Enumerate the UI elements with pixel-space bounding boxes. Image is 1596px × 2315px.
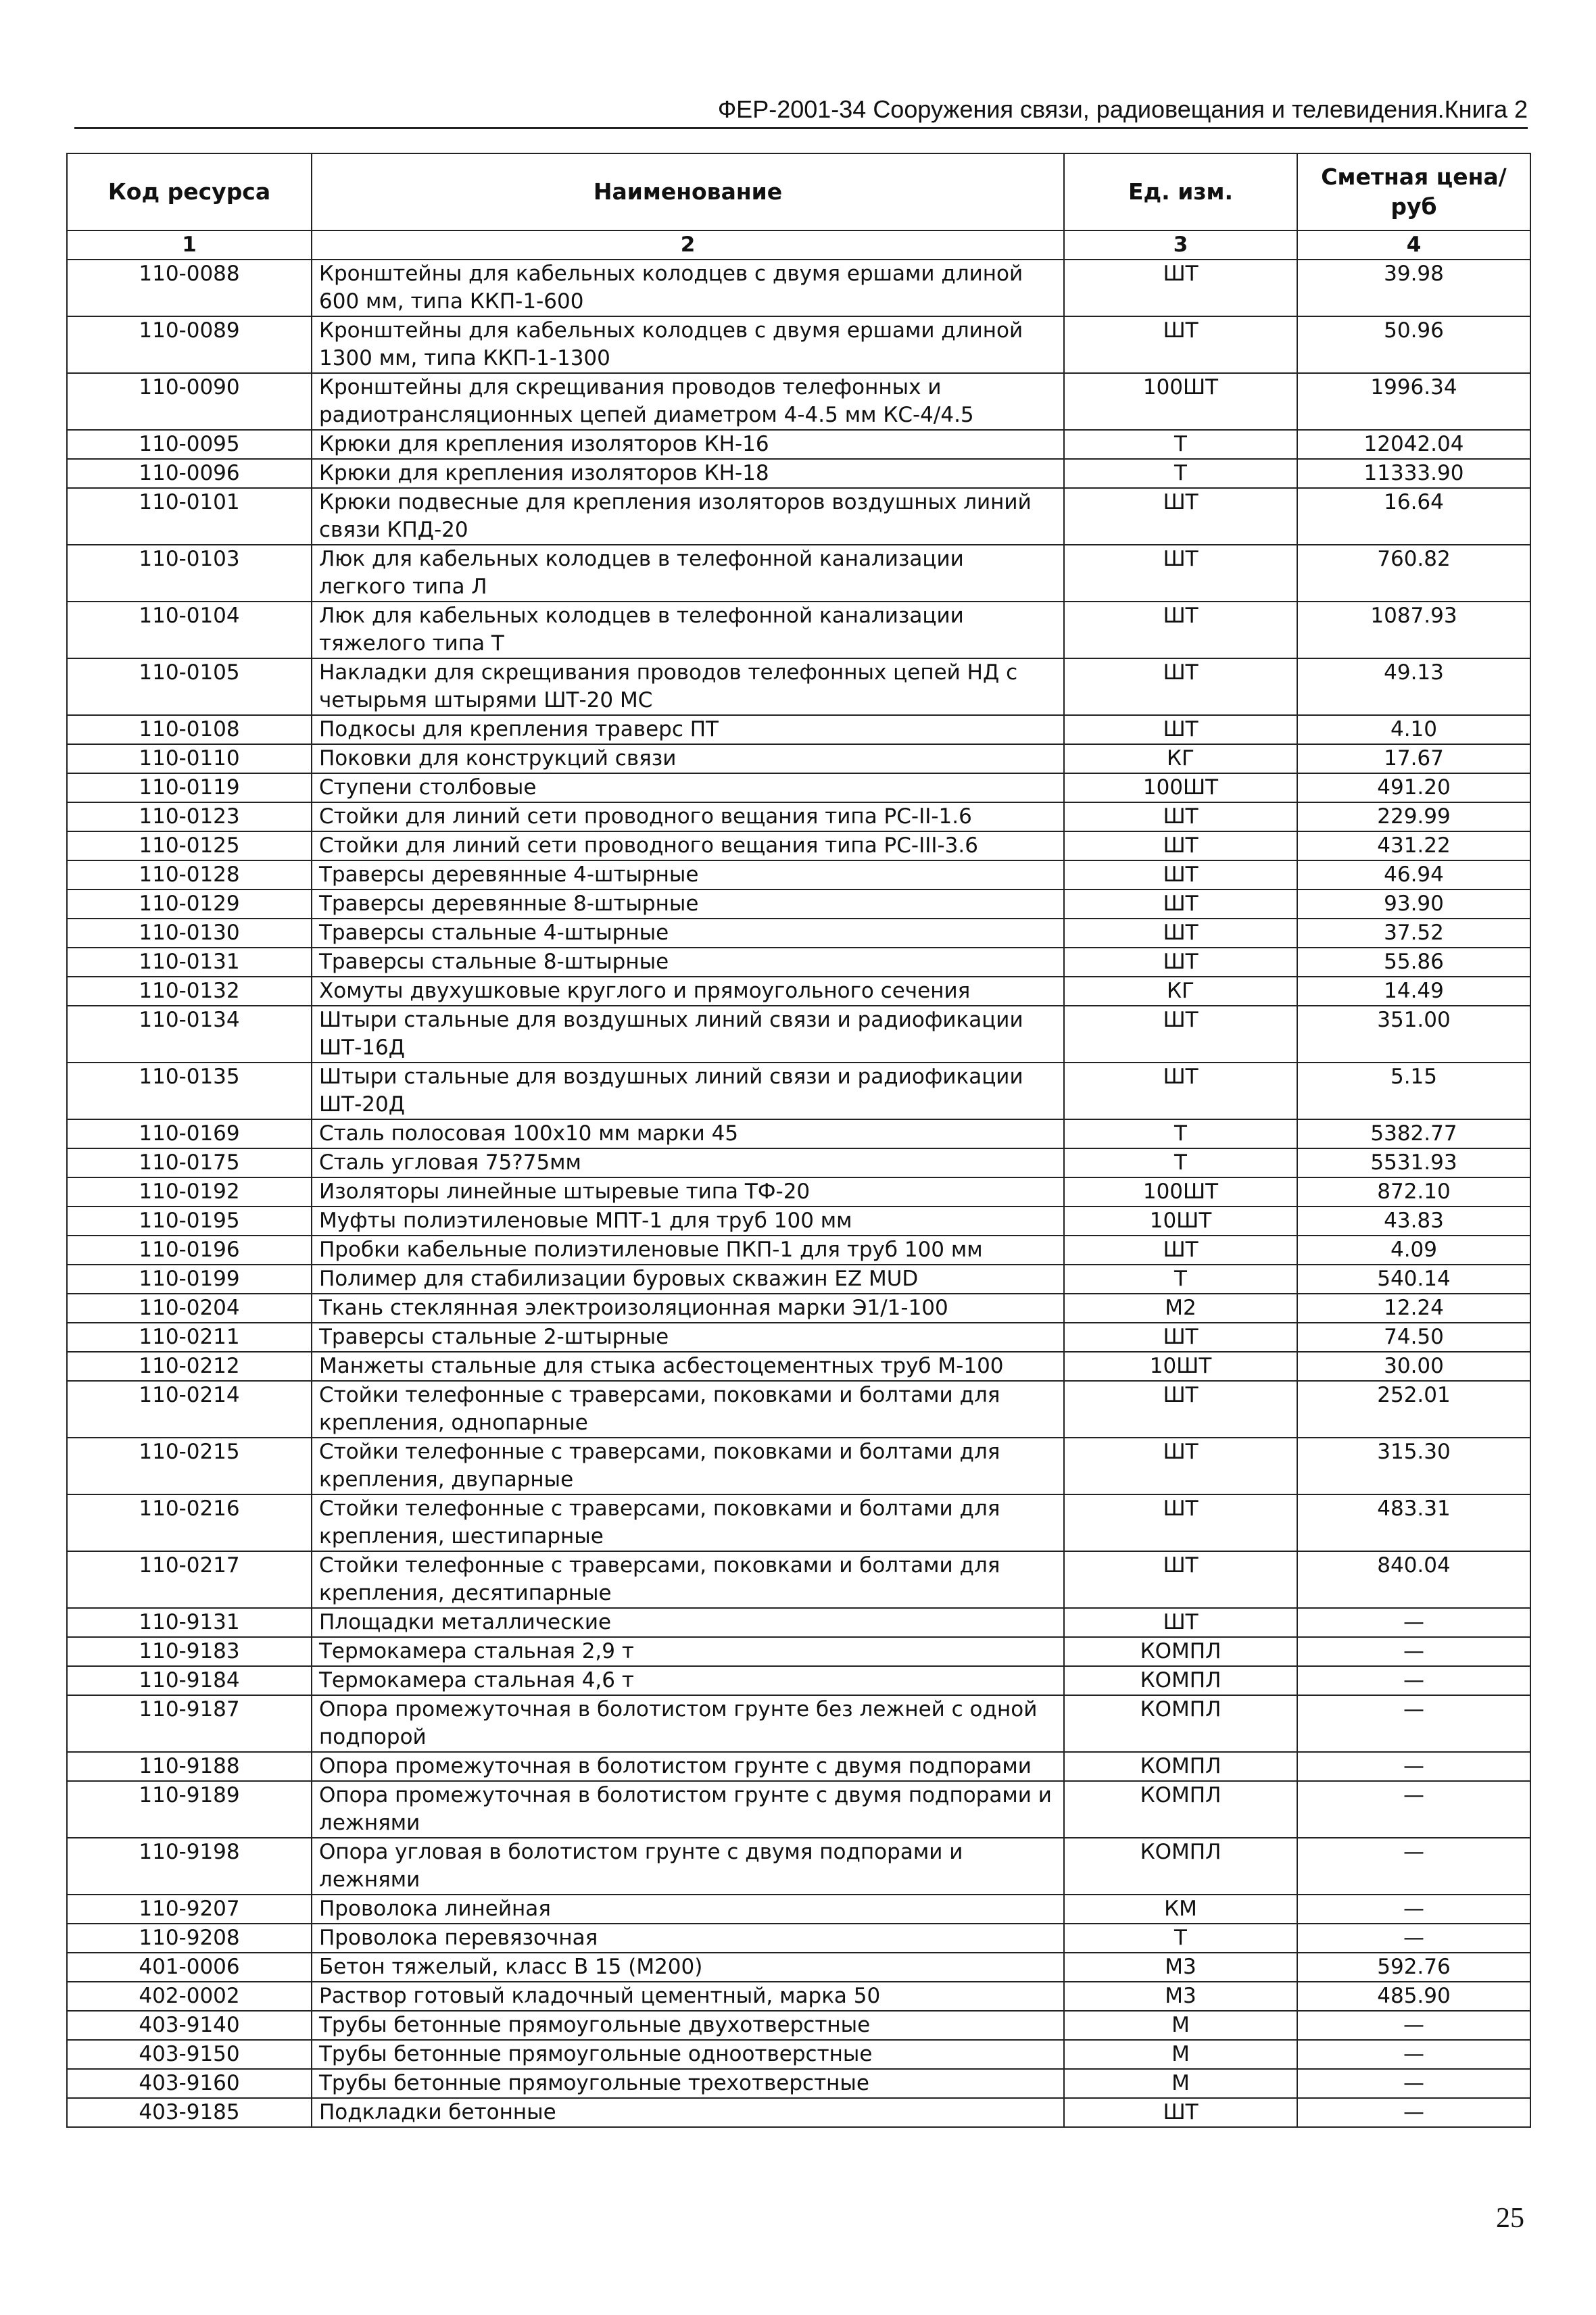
cell-unit: КОМПЛ <box>1064 1838 1297 1895</box>
cell-code: 110-0119 <box>67 773 312 802</box>
cell-name: Опора промежуточная в болотистом грунте с двумя подпорами <box>312 1752 1064 1781</box>
cell-price: 74.50 <box>1297 1323 1530 1352</box>
cell-unit: М3 <box>1064 1953 1297 1982</box>
cell-price: 39.98 <box>1297 260 1530 316</box>
cell-price: 17.67 <box>1297 744 1530 773</box>
cell-code: 110-0134 <box>67 1006 312 1063</box>
table-header-row <box>67 153 1530 230</box>
cell-code: 110-0199 <box>67 1265 312 1294</box>
column-number: 3 <box>1064 230 1297 260</box>
cell-unit: ШТ <box>1064 658 1297 715</box>
cell-price: — <box>1297 1752 1530 1781</box>
table-row <box>67 1637 1530 1666</box>
resource-price-table <box>66 153 1531 2128</box>
column-number-row <box>67 230 1530 260</box>
column-header-price: Сметная цена/руб <box>1297 153 1530 230</box>
cell-code: 110-9198 <box>67 1838 312 1895</box>
cell-code: 110-0125 <box>67 831 312 860</box>
cell-name: Крюки для крепления изоляторов КН-16 <box>312 430 1064 459</box>
cell-price: — <box>1297 1895 1530 1924</box>
cell-price: 12.24 <box>1297 1294 1530 1323</box>
cell-unit: ШТ <box>1064 802 1297 831</box>
cell-name: Кронштейны для скрещивания проводов телефонных и радиотрансляционных цепей диаметром 4-4.5 мм КС-4/4.5 <box>312 373 1064 430</box>
cell-unit: КГ <box>1064 744 1297 773</box>
table-row <box>67 1895 1530 1924</box>
cell-code: 401-0006 <box>67 1953 312 1982</box>
cell-code: 110-0195 <box>67 1207 312 1236</box>
cell-unit: ШТ <box>1064 831 1297 860</box>
document-title: ФЕР-2001-34 Сооружения связи, радиовещания и телевидения.Книга 2 <box>717 95 1528 123</box>
cell-name: Стойки для линий сети проводного вещания типа РС-II-1.6 <box>312 802 1064 831</box>
table-row <box>67 1119 1530 1148</box>
cell-unit: КОМПЛ <box>1064 1637 1297 1666</box>
table-row <box>67 430 1530 459</box>
cell-name: Кронштейны для кабельных колодцев с двумя ершами длиной 1300 мм, типа ККП-1-1300 <box>312 316 1064 373</box>
cell-unit: 100ШТ <box>1064 773 1297 802</box>
cell-name: Ступени столбовые <box>312 773 1064 802</box>
table-row <box>67 802 1530 831</box>
cell-unit: М <box>1064 2069 1297 2098</box>
cell-name: Трубы бетонные прямоугольные одноотверстные <box>312 2040 1064 2069</box>
cell-code: 110-9184 <box>67 1666 312 1695</box>
cell-name: Люк для кабельных колодцев в телефонной канализации легкого типа Л <box>312 545 1064 602</box>
cell-price: — <box>1297 2069 1530 2098</box>
cell-price: 49.13 <box>1297 658 1530 715</box>
table-body <box>67 260 1530 2127</box>
cell-name: Стойки телефонные с траверсами, поковками и болтами для крепления, шестипарные <box>312 1494 1064 1551</box>
cell-name: Подкосы для крепления траверс ПТ <box>312 715 1064 744</box>
cell-name: Штыри стальные для воздушных линий связи и радиофикации ШТ-20Д <box>312 1063 1064 1119</box>
cell-price: 315.30 <box>1297 1438 1530 1494</box>
cell-unit: М <box>1064 2040 1297 2069</box>
cell-name: Опора промежуточная в болотистом грунте с двумя подпорами и лежнями <box>312 1781 1064 1838</box>
cell-price: — <box>1297 2098 1530 2127</box>
cell-code: 110-9188 <box>67 1752 312 1781</box>
cell-code: 110-0217 <box>67 1551 312 1608</box>
cell-name: Пробки кабельные полиэтиленовые ПКП-1 для труб 100 мм <box>312 1236 1064 1265</box>
cell-code: 110-9208 <box>67 1924 312 1953</box>
table-row <box>67 1207 1530 1236</box>
column-header-name: Наименование <box>312 153 1064 230</box>
cell-code: 110-0211 <box>67 1323 312 1352</box>
table-row <box>67 1982 1530 2011</box>
table-row <box>67 1236 1530 1265</box>
cell-name: Площадки металлические <box>312 1608 1064 1637</box>
cell-code: 110-9207 <box>67 1895 312 1924</box>
cell-code: 110-0088 <box>67 260 312 316</box>
column-number: 2 <box>312 230 1064 260</box>
cell-unit: ШТ <box>1064 948 1297 977</box>
cell-price: — <box>1297 1637 1530 1666</box>
cell-code: 110-0132 <box>67 977 312 1006</box>
table-row <box>67 545 1530 602</box>
cell-price: — <box>1297 1608 1530 1637</box>
cell-name: Траверсы деревянные 8-штырные <box>312 890 1064 919</box>
cell-name: Крюки подвесные для крепления изоляторов воздушных линий связи КПД-20 <box>312 488 1064 545</box>
cell-code: 110-0095 <box>67 430 312 459</box>
cell-unit: КМ <box>1064 1895 1297 1924</box>
table-row <box>67 1265 1530 1294</box>
cell-name: Проволока перевязочная <box>312 1924 1064 1953</box>
page-header <box>74 95 1528 129</box>
table-row <box>67 2040 1530 2069</box>
cell-unit: Т <box>1064 459 1297 488</box>
cell-code: 110-0212 <box>67 1352 312 1381</box>
cell-unit: 10ШТ <box>1064 1207 1297 1236</box>
cell-code: 110-0103 <box>67 545 312 602</box>
cell-name: Термокамера стальная 4,6 т <box>312 1666 1064 1695</box>
cell-code: 110-0090 <box>67 373 312 430</box>
cell-price: 93.90 <box>1297 890 1530 919</box>
cell-unit: М3 <box>1064 1982 1297 2011</box>
cell-unit: ШТ <box>1064 602 1297 658</box>
cell-price: 43.83 <box>1297 1207 1530 1236</box>
cell-name: Стойки телефонные с траверсами, поковками и болтами для крепления, однопарные <box>312 1381 1064 1438</box>
cell-code: 402-0002 <box>67 1982 312 2011</box>
cell-unit: ШТ <box>1064 316 1297 373</box>
cell-unit: ШТ <box>1064 1381 1297 1438</box>
cell-name: Стойки для линий сети проводного вещания типа РС-III-3.6 <box>312 831 1064 860</box>
cell-price: — <box>1297 1695 1530 1752</box>
cell-unit: ШТ <box>1064 1323 1297 1352</box>
table-row <box>67 977 1530 1006</box>
cell-unit: ШТ <box>1064 260 1297 316</box>
cell-name: Раствор готовый кладочный цементный, марка 50 <box>312 1982 1064 2011</box>
cell-unit: ШТ <box>1064 715 1297 744</box>
cell-name: Подкладки бетонные <box>312 2098 1064 2127</box>
cell-price: 14.49 <box>1297 977 1530 1006</box>
cell-price: 5531.93 <box>1297 1148 1530 1177</box>
table-row <box>67 919 1530 948</box>
cell-price: 485.90 <box>1297 1982 1530 2011</box>
cell-price: 16.64 <box>1297 488 1530 545</box>
cell-code: 110-9187 <box>67 1695 312 1752</box>
cell-price: 5382.77 <box>1297 1119 1530 1148</box>
cell-name: Сталь полосовая 100х10 мм марки 45 <box>312 1119 1064 1148</box>
table-row <box>67 1494 1530 1551</box>
cell-name: Полимер для стабилизации буровых скважин EZ MUD <box>312 1265 1064 1294</box>
cell-price: 483.31 <box>1297 1494 1530 1551</box>
cell-price: 540.14 <box>1297 1265 1530 1294</box>
table-row <box>67 890 1530 919</box>
cell-name: Термокамера стальная 2,9 т <box>312 1637 1064 1666</box>
table-row <box>67 1294 1530 1323</box>
table-row <box>67 1006 1530 1063</box>
table-row <box>67 744 1530 773</box>
cell-name: Люк для кабельных колодцев в телефонной канализации тяжелого типа Т <box>312 602 1064 658</box>
cell-unit: Т <box>1064 1265 1297 1294</box>
cell-price: 491.20 <box>1297 773 1530 802</box>
cell-unit: ШТ <box>1064 488 1297 545</box>
cell-unit: 100ШТ <box>1064 1177 1297 1207</box>
table-row <box>67 1752 1530 1781</box>
cell-unit: ШТ <box>1064 1608 1297 1637</box>
cell-name: Трубы бетонные прямоугольные трехотверстные <box>312 2069 1064 2098</box>
cell-code: 110-0215 <box>67 1438 312 1494</box>
cell-unit: КОМПЛ <box>1064 1695 1297 1752</box>
cell-price: 872.10 <box>1297 1177 1530 1207</box>
cell-unit: КГ <box>1064 977 1297 1006</box>
cell-price: 840.04 <box>1297 1551 1530 1608</box>
cell-unit: ШТ <box>1064 545 1297 602</box>
table-row <box>67 831 1530 860</box>
cell-name: Хомуты двухушковые круглого и прямоугольного сечения <box>312 977 1064 1006</box>
cell-code: 110-9131 <box>67 1608 312 1637</box>
cell-price: 37.52 <box>1297 919 1530 948</box>
cell-name: Манжеты стальные для стыка асбестоцементных труб М-100 <box>312 1352 1064 1381</box>
cell-unit: ШТ <box>1064 890 1297 919</box>
cell-name: Изоляторы линейные штыревые типа ТФ-20 <box>312 1177 1064 1207</box>
cell-price: 4.10 <box>1297 715 1530 744</box>
cell-code: 110-0196 <box>67 1236 312 1265</box>
cell-price: 351.00 <box>1297 1006 1530 1063</box>
cell-name: Поковки для конструкций связи <box>312 744 1064 773</box>
cell-name: Опора промежуточная в болотистом грунте без лежней с одной подпорой <box>312 1695 1064 1752</box>
cell-name: Стойки телефонные с траверсами, поковками и болтами для крепления, двупарные <box>312 1438 1064 1494</box>
cell-unit: КОМПЛ <box>1064 1666 1297 1695</box>
cell-unit: 10ШТ <box>1064 1352 1297 1381</box>
table-row <box>67 1666 1530 1695</box>
cell-code: 110-0089 <box>67 316 312 373</box>
cell-price: — <box>1297 1781 1530 1838</box>
column-header-unit: Ед. изм. <box>1064 153 1297 230</box>
cell-unit: 100ШТ <box>1064 373 1297 430</box>
cell-price: 431.22 <box>1297 831 1530 860</box>
cell-unit: М2 <box>1064 1294 1297 1323</box>
cell-unit: ШТ <box>1064 1236 1297 1265</box>
cell-code: 110-0108 <box>67 715 312 744</box>
cell-unit: Т <box>1064 1924 1297 1953</box>
table-row <box>67 2098 1530 2127</box>
cell-code: 110-0204 <box>67 1294 312 1323</box>
table-row <box>67 1063 1530 1119</box>
cell-name: Крюки для крепления изоляторов КН-18 <box>312 459 1064 488</box>
cell-price: 12042.04 <box>1297 430 1530 459</box>
cell-code: 110-0135 <box>67 1063 312 1119</box>
cell-code: 110-0104 <box>67 602 312 658</box>
cell-code: 403-9150 <box>67 2040 312 2069</box>
cell-name: Муфты полиэтиленовые МПТ-1 для труб 100 мм <box>312 1207 1064 1236</box>
table-row <box>67 860 1530 890</box>
cell-name: Кронштейны для кабельных колодцев с двумя ершами длиной 600 мм, типа ККП-1-600 <box>312 260 1064 316</box>
cell-unit: М <box>1064 2011 1297 2040</box>
table-row <box>67 2011 1530 2040</box>
cell-code: 110-0110 <box>67 744 312 773</box>
cell-name: Проволока линейная <box>312 1895 1064 1924</box>
cell-price: 1996.34 <box>1297 373 1530 430</box>
table-row <box>67 488 1530 545</box>
cell-unit: ШТ <box>1064 2098 1297 2127</box>
cell-code: 110-0123 <box>67 802 312 831</box>
cell-code: 110-0214 <box>67 1381 312 1438</box>
table-row <box>67 2069 1530 2098</box>
cell-name: Опора угловая в болотистом грунте с двумя подпорами и лежнями <box>312 1838 1064 1895</box>
cell-unit: ШТ <box>1064 1494 1297 1551</box>
cell-code: 110-0128 <box>67 860 312 890</box>
table-row <box>67 948 1530 977</box>
cell-price: 592.76 <box>1297 1953 1530 1982</box>
table-row <box>67 373 1530 430</box>
cell-price: 252.01 <box>1297 1381 1530 1438</box>
cell-price: 50.96 <box>1297 316 1530 373</box>
table-row <box>67 1781 1530 1838</box>
cell-price: 1087.93 <box>1297 602 1530 658</box>
table-row <box>67 1551 1530 1608</box>
cell-name: Траверсы стальные 4-штырные <box>312 919 1064 948</box>
table-row <box>67 260 1530 316</box>
cell-code: 403-9160 <box>67 2069 312 2098</box>
cell-price: — <box>1297 1838 1530 1895</box>
table-row <box>67 1924 1530 1953</box>
cell-code: 110-0101 <box>67 488 312 545</box>
table-row <box>67 1323 1530 1352</box>
table-row <box>67 1953 1530 1982</box>
cell-name: Трубы бетонные прямоугольные двухотверстные <box>312 2011 1064 2040</box>
cell-price: 4.09 <box>1297 1236 1530 1265</box>
table-row <box>67 459 1530 488</box>
page-number: 25 <box>1496 2203 1524 2234</box>
cell-unit: КОМПЛ <box>1064 1752 1297 1781</box>
cell-code: 110-0130 <box>67 919 312 948</box>
cell-name: Сталь угловая 75?75мм <box>312 1148 1064 1177</box>
cell-price: 30.00 <box>1297 1352 1530 1381</box>
cell-name: Траверсы стальные 2-штырные <box>312 1323 1064 1352</box>
cell-unit: Т <box>1064 430 1297 459</box>
cell-name: Ткань стеклянная электроизоляционная марки Э1/1-100 <box>312 1294 1064 1323</box>
column-number: 4 <box>1297 230 1530 260</box>
column-header-code: Код ресурса <box>67 153 312 230</box>
table-row <box>67 1838 1530 1895</box>
cell-unit: ШТ <box>1064 1063 1297 1119</box>
cell-price: 11333.90 <box>1297 459 1530 488</box>
cell-unit: ШТ <box>1064 1438 1297 1494</box>
cell-code: 110-0096 <box>67 459 312 488</box>
cell-code: 110-9189 <box>67 1781 312 1838</box>
cell-unit: ШТ <box>1064 919 1297 948</box>
column-number: 1 <box>67 230 312 260</box>
cell-name: Бетон тяжелый, класс В 15 (М200) <box>312 1953 1064 1982</box>
cell-price: 5.15 <box>1297 1063 1530 1119</box>
cell-unit: ШТ <box>1064 1006 1297 1063</box>
cell-code: 110-0169 <box>67 1119 312 1148</box>
table-row <box>67 1352 1530 1381</box>
table-row <box>67 715 1530 744</box>
table-row <box>67 602 1530 658</box>
table-row <box>67 773 1530 802</box>
table-row <box>67 316 1530 373</box>
cell-price: 46.94 <box>1297 860 1530 890</box>
cell-code: 110-0175 <box>67 1148 312 1177</box>
table-row <box>67 1148 1530 1177</box>
cell-name: Траверсы деревянные 4-штырные <box>312 860 1064 890</box>
cell-code: 110-0129 <box>67 890 312 919</box>
cell-unit: ШТ <box>1064 860 1297 890</box>
table-row <box>67 658 1530 715</box>
cell-unit: Т <box>1064 1119 1297 1148</box>
cell-unit: Т <box>1064 1148 1297 1177</box>
cell-price: — <box>1297 2040 1530 2069</box>
cell-code: 110-9183 <box>67 1637 312 1666</box>
cell-price: — <box>1297 2011 1530 2040</box>
table-row <box>67 1177 1530 1207</box>
table-row <box>67 1438 1530 1494</box>
cell-unit: ШТ <box>1064 1551 1297 1608</box>
cell-name: Стойки телефонные с траверсами, поковками и болтами для крепления, десятипарные <box>312 1551 1064 1608</box>
cell-name: Накладки для скрещивания проводов телефонных цепей НД с четырьмя штырями ШТ-20 МС <box>312 658 1064 715</box>
cell-unit: КОМПЛ <box>1064 1781 1297 1838</box>
table-row <box>67 1381 1530 1438</box>
cell-price: 229.99 <box>1297 802 1530 831</box>
cell-code: 403-9140 <box>67 2011 312 2040</box>
cell-code: 403-9185 <box>67 2098 312 2127</box>
cell-price: — <box>1297 1924 1530 1953</box>
cell-code: 110-0216 <box>67 1494 312 1551</box>
cell-name: Траверсы стальные 8-штырные <box>312 948 1064 977</box>
table-row <box>67 1695 1530 1752</box>
cell-price: — <box>1297 1666 1530 1695</box>
table-row <box>67 1608 1530 1637</box>
cell-price: 760.82 <box>1297 545 1530 602</box>
cell-code: 110-0105 <box>67 658 312 715</box>
cell-name: Штыри стальные для воздушных линий связи и радиофикации ШТ-16Д <box>312 1006 1064 1063</box>
cell-code: 110-0131 <box>67 948 312 977</box>
cell-code: 110-0192 <box>67 1177 312 1207</box>
cell-price: 55.86 <box>1297 948 1530 977</box>
